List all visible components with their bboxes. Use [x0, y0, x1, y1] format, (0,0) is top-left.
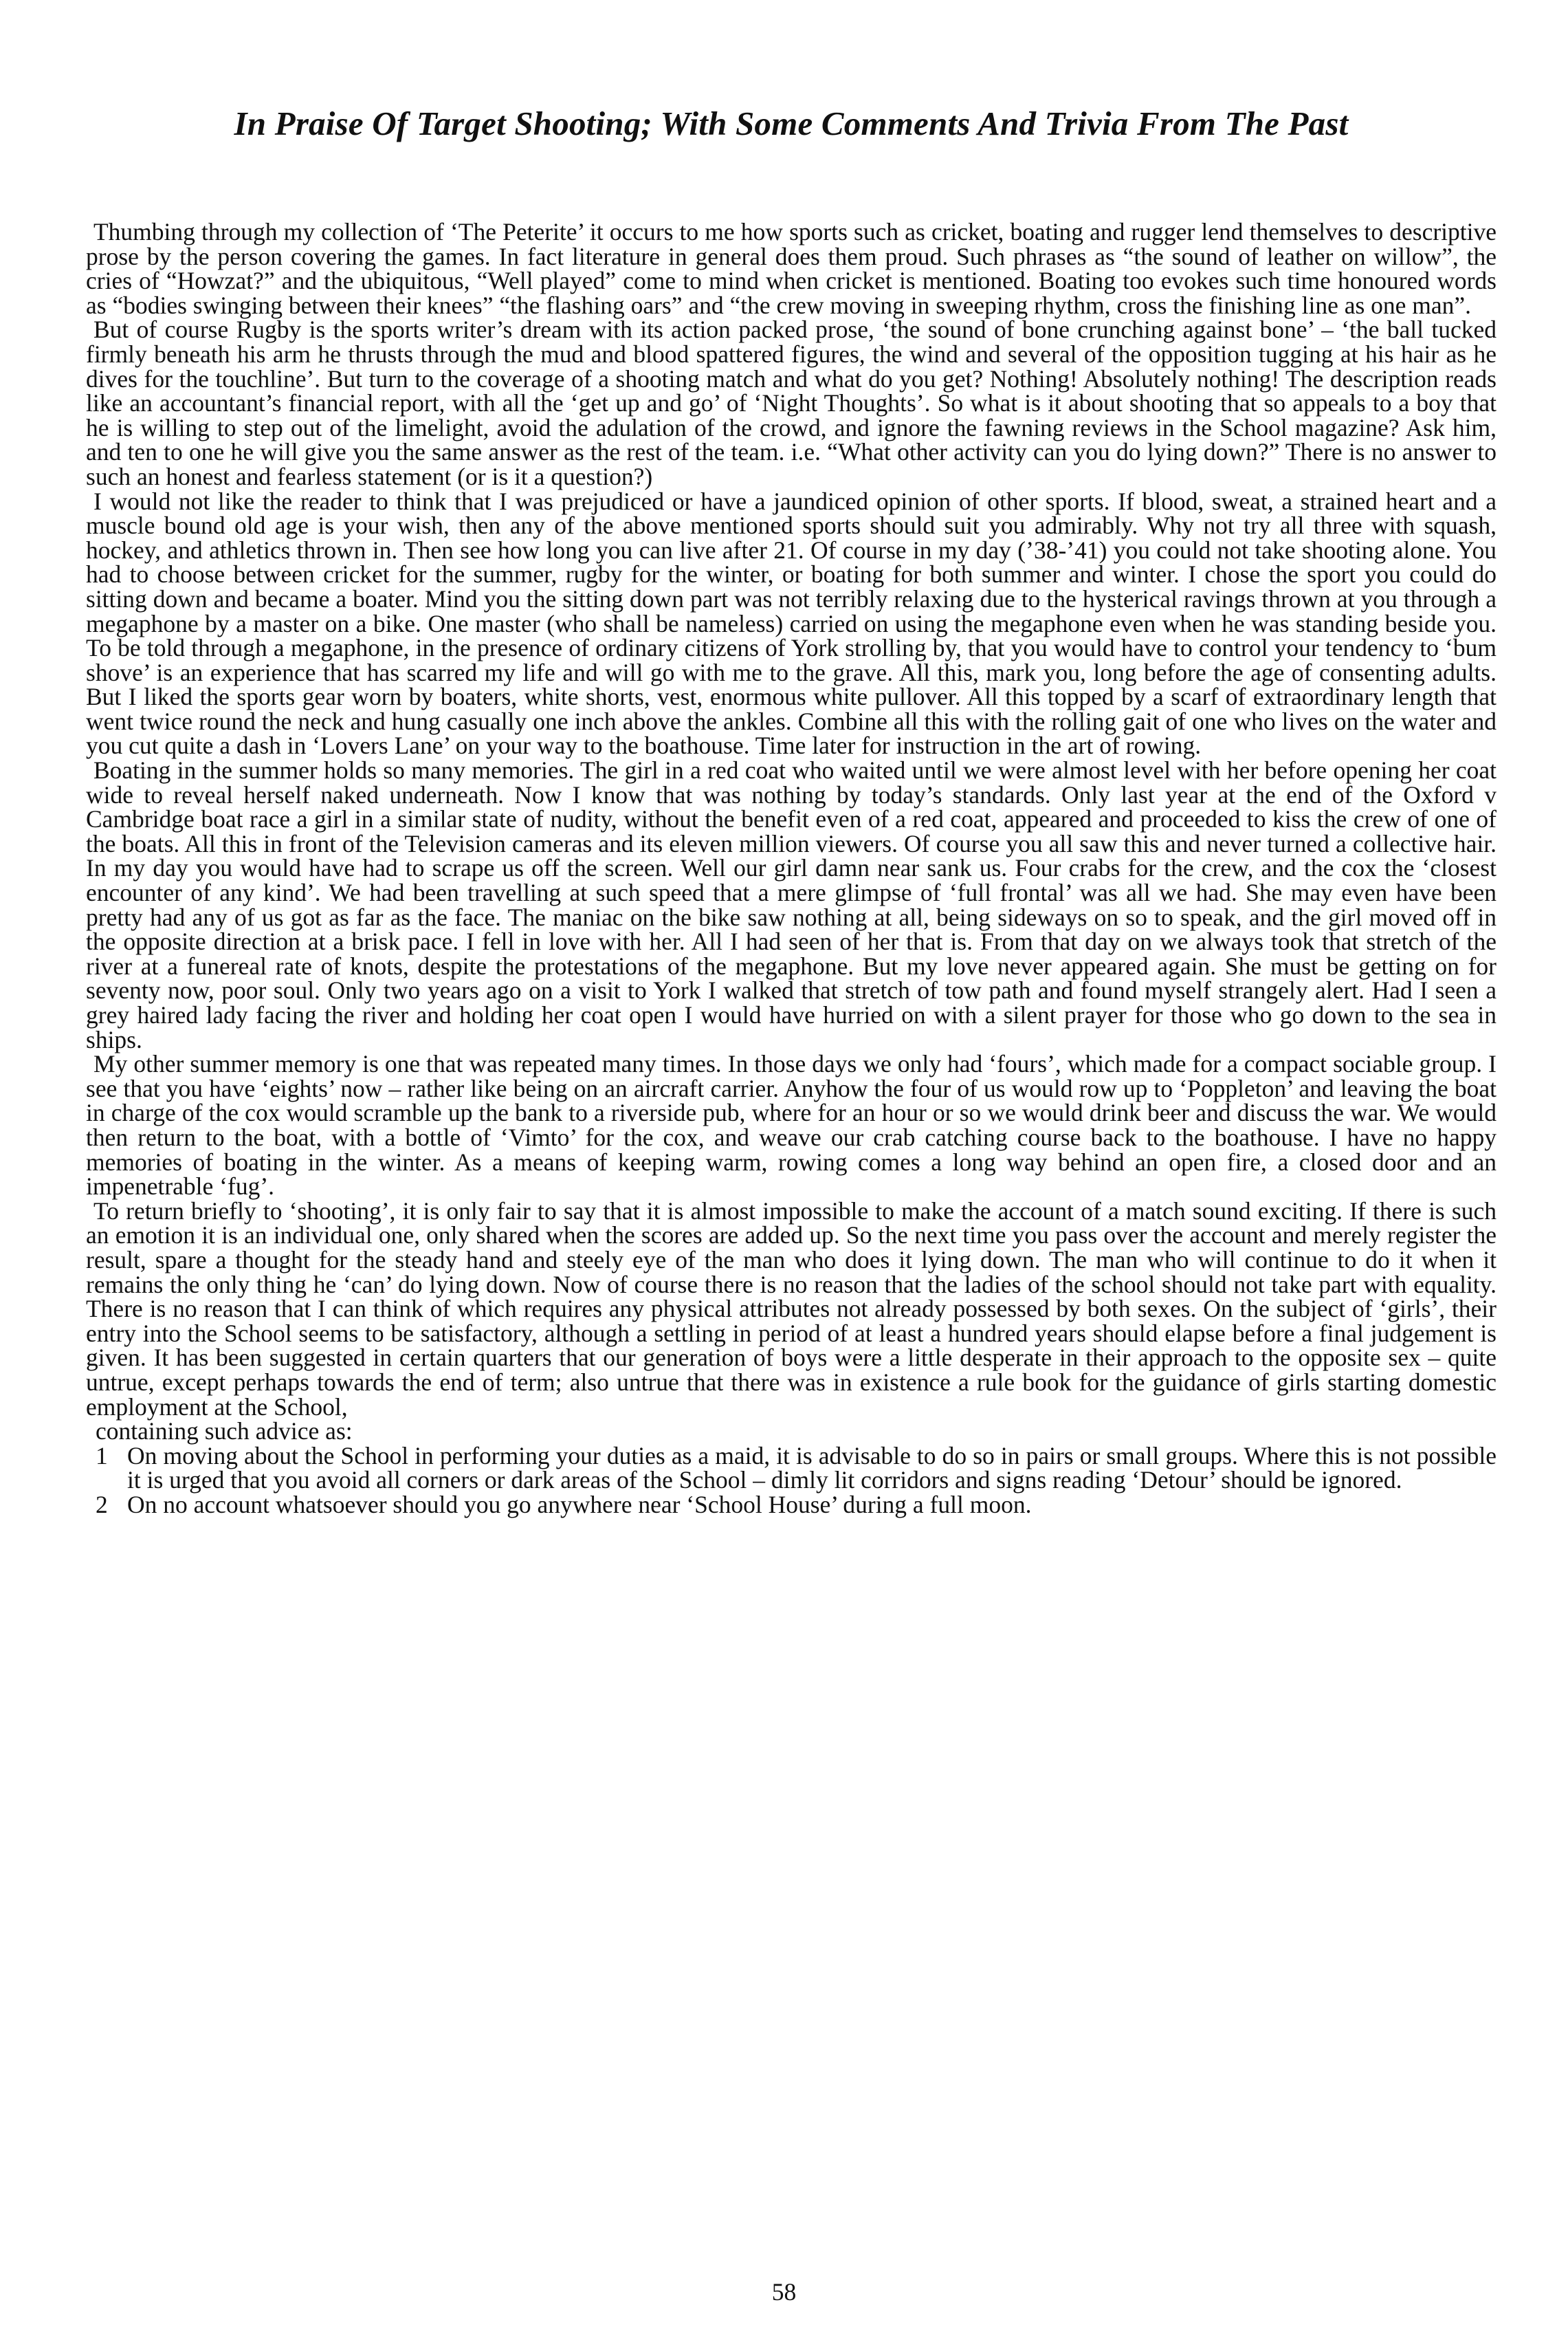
list-lead: containing such advice as:	[96, 1417, 353, 1445]
list-item-text: On moving about the School in performing your duties as a maid, it is advisable to do so in pairs or small groups. Where this is not possible it is urged that you avoid all corners or dark areas of the School – dimly lit corridors and signs reading ‘Detour’ should be ignored.	[127, 1441, 1497, 1494]
paragraph-5: My other summer memory is one that was repeated many times. In those days we only had ‘fours’, which made for a compact sociable group. I see that you have ‘eights’ now – rather like being on an aircraft carrier. Anyhow the four of us would row up to ‘Poppleton’ and leaving the boat in charge of the cox would scramble up the bank to a riverside pub, where for an hour or so we would drink beer and discuss the war. We would then return to the boat, with a bottle of ‘Vimto’ for the cox, and weave our crab catching course back to the boathouse. I have no happy memories of boating in the winter. As a means of keeping warm, rowing comes a long way behind an open fire, a closed door and an impenetrable ‘fug’.	[86, 1050, 1497, 1201]
article-title: In Praise Of Target Shooting; With Some Comments And Trivia From The Past	[234, 105, 1349, 142]
article-body	[86, 220, 1497, 1517]
article	[86, 103, 1497, 1517]
list-item-text: On no account whatsoever should you go anywhere near ‘School House’ during a full moon.	[127, 1490, 1032, 1518]
paragraph-3: I would not like the reader to think that I was prejudiced or have a jaundiced opinion of other sports. If blood, sweat, a strained heart and a muscle bound old age is your wish, then any of the above mentioned sports should suit you admirably. Why not try all three with squash, hockey, and athletics thrown in. Then see how long you can live after 21. Of course in my day (’38-’41) you could not take shooting alone. You had to choose between cricket for the summer, rugby for the winter, or boating for both summer and winter. I chose the sport you could do sitting down and became a boater. Mind you the sitting down part was not terribly relaxing due to the hysterical ravings thrown at you through a megaphone by a master on a bike. One master (who shall be nameless) carried on using the megaphone even when he was standing beside you. To be told through a megaphone, in the presence of ordinary citizens of York strolling by, that you would have to control your tendency to ‘bum shove’ is an experience that has scarred my life and will go with me to the grave. All this, mark you, long before the age of consenting adults. But I liked the sports gear worn by boaters, white shorts, vest, enormous white pullover. All this topped by a scarf of extraordinary length that went twice round the neck and hung casually one inch above the ankles. Combine all this with the rolling gait of one who lives on the water and you cut quite a dash in ‘Lovers Lane’ on your way to the boathouse. Time later for instruction in the art of rowing.	[86, 487, 1497, 760]
advice-list	[86, 1441, 1497, 1518]
list-item	[86, 1441, 1497, 1494]
paragraph-2: But of course Rugby is the sports writer’s dream with its action packed prose, ‘the sound of bone crunching against bone’ – ‘the ball tucked firmly beneath his arm he thrusts through the mud and blood spattered figures, the wind and several of the opposition tugging at his hair as he dives for the touchline’. But turn to the coverage of a shooting match and what do you get? Nothing! Absolutely nothing! The description reads like an accountant’s financial report, with all the ‘get up and go’ of ‘Night Thoughts’. So what is it about shooting that so appeals to a boy that he is willing to step out of the limelight, avoid the adulation of the crowd, and ignore the fawning reviews in the School magazine? Ask him, and ten to one he will give you the same answer as the rest of the team. i.e. “What other activity can you do lying down?” There is no answer to such an honest and fearless statement (or is it a question?)	[86, 316, 1497, 490]
page-number: 58	[771, 2278, 797, 2306]
paragraph-4: Boating in the summer holds so many memories. The girl in a red coat who waited until we were almost level with her before opening her coat wide to reveal herself naked underneath. Now I know that was nothing by today’s standards. Only last year at the end of the Oxford v Cambridge boat race a girl in a similar state of nudity, without the benefit even of a red coat, appeared and proceeded to kiss the crew of one of the boats. All this in front of the Television cameras and its eleven million viewers. Of course you all saw this and never turned a collective hair. In my day you would have had to scrape us off the screen. Well our girl damn near sank us. Four crabs for the crew, and the cox the ‘closest encounter of any kind’. We had been travelling at such speed that a mere glimpse of ‘full frontal’ was all we had. She may even have been pretty had any of us got as far as the face. The maniac on the bike saw nothing at all, being sideways on so to speak, and the girl moved off in the opposite direction at a brisk pace. I fell in love with her. All I had seen of her that is. From that day on we always took that stretch of the river at a funereal rate of knots, despite the protestations of the megaphone. But my love never appeared again. She must be getting on for seventy now, poor soul. Only two years ago on a visit to York I walked that stretch of tow path and found myself strangely alert. Had I seen a grey haired lady facing the river and holding her coat open I would have hurried on with a silent prayer for those who go down to the sea in ships.	[86, 756, 1497, 1053]
list-item-number: 2	[96, 1490, 108, 1518]
list-item-number: 1	[96, 1441, 108, 1469]
list-item	[86, 1490, 1497, 1518]
paragraph-6: To return briefly to ‘shooting’, it is only fair to say that it is almost impossible to make the account of a match sound exciting. If there is such an emotion it is an individual one, only shared when the scores are added up. So the next time you pass over the account and merely register the result, spare a thought for the steady hand and steely eye of the man who does it lying down. The man who will continue to do it when it remains the only thing he ‘can’ do lying down. Now of course there is no reason that the ladies of the school should not take part with equality. There is no reason that I can think of which requires any physical attributes not already possessed by both sexes. On the subject of ‘girls’, their entry into the School seems to be satisfactory, although a settling in period of at least a hundred years should elapse before a final judgement is given. It has been suggested in certain quarters that our generation of boys were a little desperate in their approach to the opposite sex – quite untrue, except perhaps towards the end of term; also untrue that there was in existence a rule book for the guidance of girls starting domestic employment at the School,	[86, 1196, 1497, 1421]
paragraph-1: Thumbing through my collection of ‘The Peterite’ it occurs to me how sports such as cricket, boating and rugger lend themselves to descriptive prose by the person covering the games. In fact literature in general does them proud. Such phrases as “the sound of leather on willow”, the cries of “Howzat?” and the ubiquitous, “Well played” come to mind when cricket is mentioned. Boating too evokes such time honoured words as “bodies swinging between their knees” “the flashing oars” and “the crew moving in sweeping rhythm, cross the finishing line as one man”.	[86, 218, 1497, 319]
